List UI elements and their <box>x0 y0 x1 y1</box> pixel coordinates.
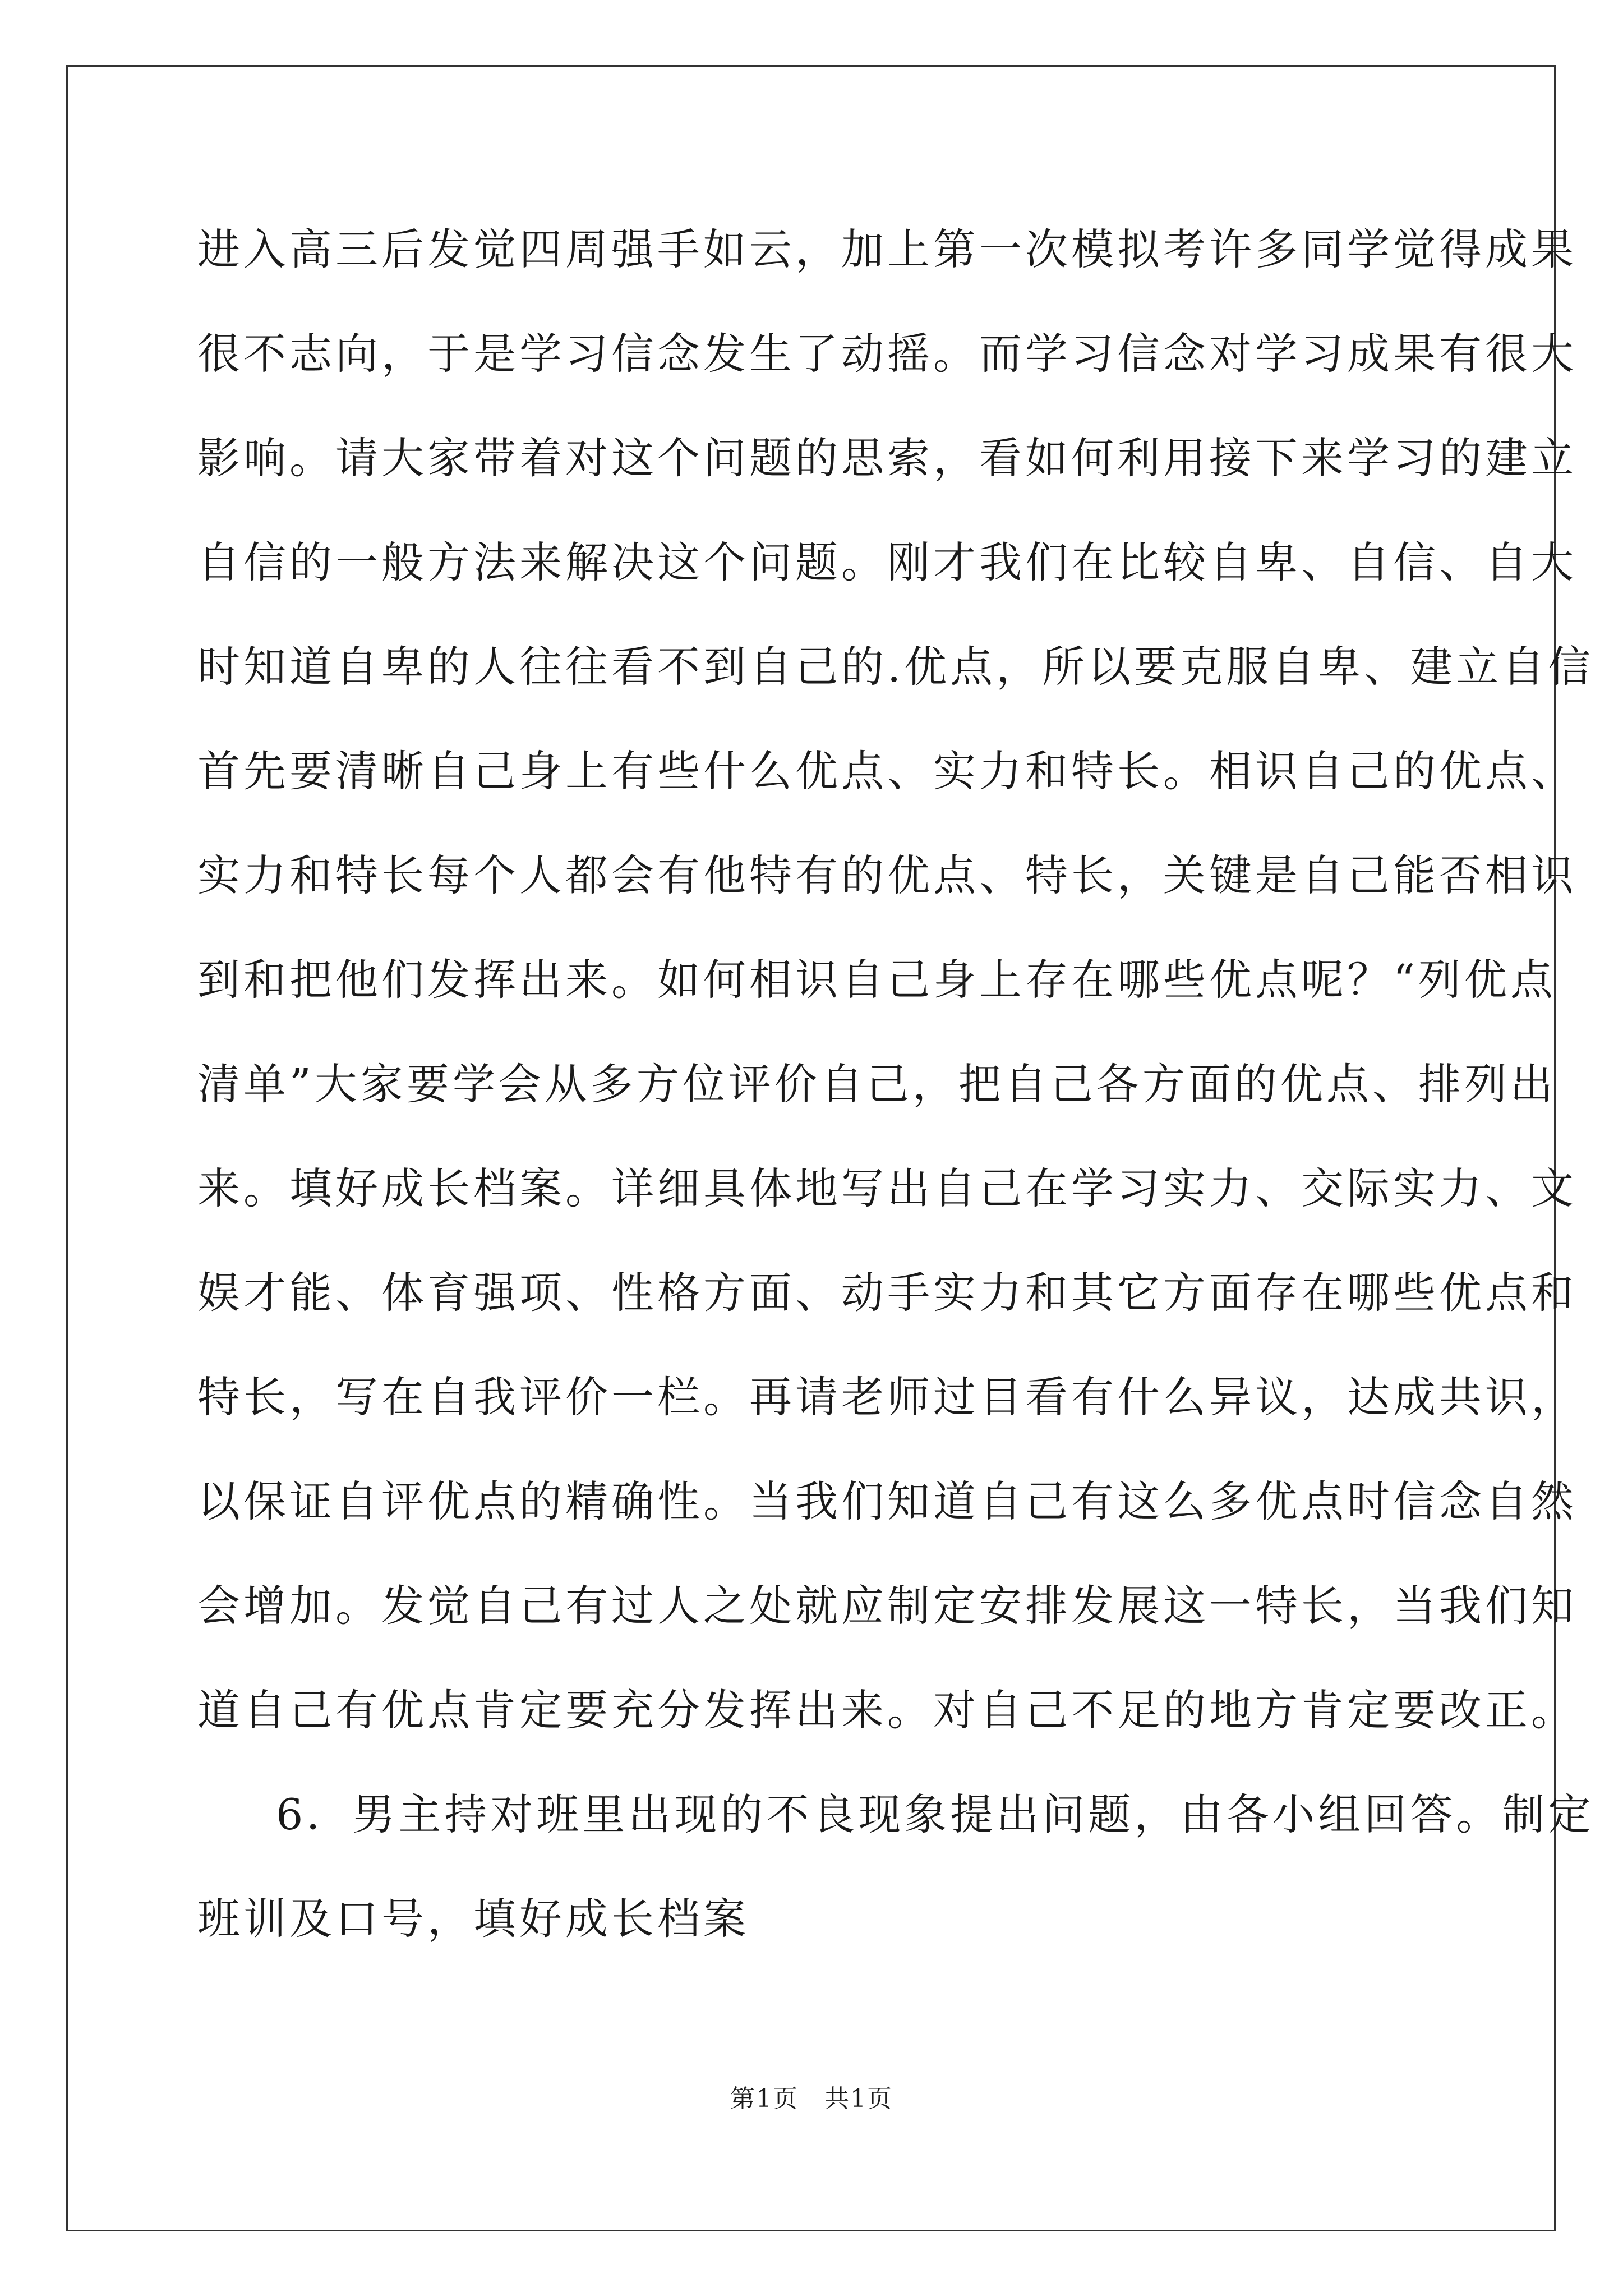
text-line: 来。填好成长档案。详细具体地写出自己在学习实力、交际实力、文 <box>197 1163 1577 1213</box>
text-line: 时知道自卑的人往往看不到自己的.优点，所以要克服自卑、建立自信 <box>197 642 1594 692</box>
text-line: 自信的一般方法来解决这个问题。刚才我们在比较自卑、自信、自大 <box>197 537 1577 587</box>
text-line-indented: 6．男主持对班里出现的不良现象提出问题，由各小组回答。制定 <box>276 1789 1594 1839</box>
text-line: 以保证自评优点的精确性。当我们知道自己有这么多优点时信念自然 <box>197 1476 1577 1526</box>
text-line: 首先要清晰自己身上有些什么优点、实力和特长。相识自己的优点、 <box>197 746 1577 796</box>
text-line: 清单”大家要学会从多方位评价自己，把自己各方面的优点、排列出 <box>197 1059 1556 1109</box>
text-line: 道自己有优点肯定要充分发挥出来。对自己不足的地方肯定要改正。 <box>197 1685 1577 1735</box>
text-line: 班训及口号，填好成长档案 <box>197 1894 749 1944</box>
text-line: 到和把他们发挥出来。如何相识自己身上存在哪些优点呢？“列优点 <box>197 955 1556 1005</box>
text-line: 特长，写在自我评价一栏。再请老师过目看有什么异议，达成共识， <box>197 1372 1577 1422</box>
text-line: 娱才能、体育强项、性格方面、动手实力和其它方面存在哪些优点和 <box>197 1268 1577 1318</box>
text-line: 实力和特长每个人都会有他特有的优点、特长，关键是自己能否相识 <box>197 850 1577 900</box>
text-line: 影响。请大家带着对这个问题的思索，看如何利用接下来学习的建立 <box>197 433 1577 483</box>
page-number: 第1页 共1页 <box>730 2085 893 2113</box>
text-line: 进入高三后发觉四周强手如云，加上第一次模拟考许多同学觉得成果 <box>197 224 1577 274</box>
text-line: 会增加。发觉自己有过人之处就应制定安排发展这一特长，当我们知 <box>197 1581 1577 1631</box>
text-line: 很不志向，于是学习信念发生了动摇。而学习信念对学习成果有很大 <box>197 329 1577 379</box>
